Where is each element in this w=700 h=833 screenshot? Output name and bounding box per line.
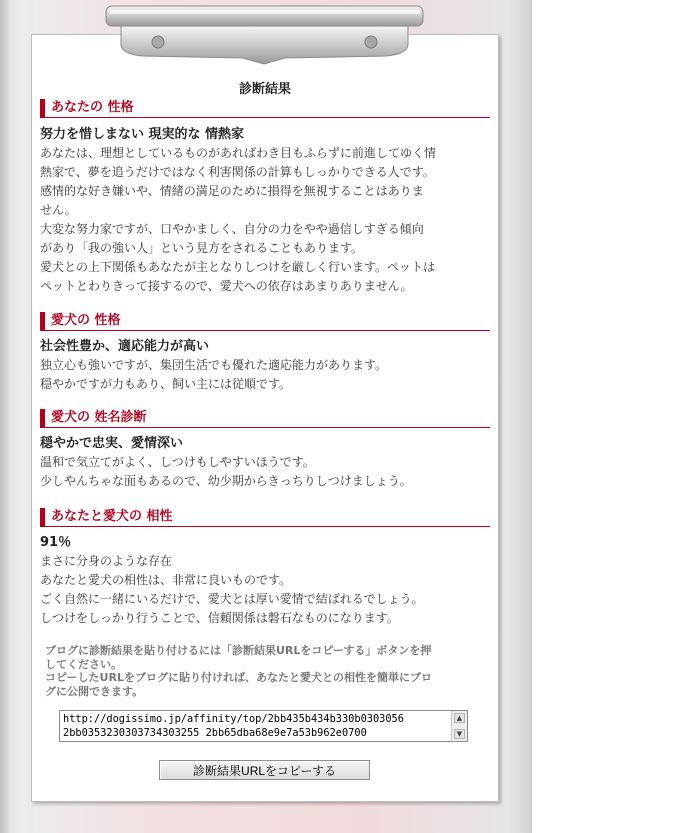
text-line: ペットとわりきって接するので、愛犬への依存はあまりありません。 bbox=[40, 279, 413, 293]
copy-result-url-button[interactable]: 診断結果URLをコピーする bbox=[159, 760, 370, 780]
section-lead: 社会性豊か、適応能力が高い bbox=[40, 339, 210, 354]
text-line: ごく自然に一緒にいるだけで、愛犬とは厚い愛情で結ばれるでしょう。 bbox=[40, 592, 424, 606]
note-line: してください。 bbox=[45, 657, 122, 671]
text-line: あなたと愛犬の相性は、非常に良いものです。 bbox=[40, 573, 292, 587]
note-line: コピーしたURLをブログに貼り付ければ、あなたと愛犬との相性を簡単にブロ bbox=[45, 671, 432, 684]
section-lead: 努力を惜しまない 現実的な 情熱家 bbox=[40, 127, 245, 142]
section-dog-personality bbox=[40, 337, 495, 394]
text-line: 穏やかですが力もあり、飼い主には従順です。 bbox=[40, 377, 292, 391]
blog-share-note bbox=[45, 644, 495, 698]
text-line: 愛犬との上下関係もあなたが主となりしつけを厳しく行います。ペットは bbox=[40, 260, 436, 274]
text-line: 感情的な好き嫌いや、情緒の満足のために損得を無視することはありま bbox=[40, 184, 424, 198]
result-url-text[interactable] bbox=[63, 712, 451, 740]
text-line: 温和で気立てがよく、しつけもしやすいほうです。 bbox=[40, 455, 315, 469]
text-line: 大変な努力家ですが、口やかましく、自分の力をやや過信しすぎる傾向 bbox=[40, 222, 424, 236]
section-heading-your-personality: あなたの 性格 bbox=[40, 99, 490, 118]
section-heading-compatibility: あなたと愛犬の 相性 bbox=[40, 508, 490, 527]
url-line: http://dogissimo.jp/affinity/top/2bb435b434b330b0303056 bbox=[63, 713, 404, 725]
text-line: あなたは、理想としているものがあればわき目もふらずに前進してゆく情 bbox=[40, 146, 437, 160]
text-line: 熱家で、夢を追うだけではなく利害関係の計算もしっかりできる人です。 bbox=[40, 165, 435, 179]
url-line: 2bb0353230303734303255 2bb65dba68e9e7a53b962e0700 bbox=[63, 727, 367, 739]
text-line: 少しやんちゃな面もあるので、幼少期からきっちりしつけましょう。 bbox=[40, 474, 412, 488]
compatibility-percent: 91％ bbox=[40, 535, 72, 550]
text-line: まさに分身のような存在 bbox=[40, 554, 173, 568]
text-line: せん。 bbox=[40, 203, 77, 217]
result-url-textarea[interactable] bbox=[59, 710, 468, 742]
section-your-personality bbox=[40, 125, 495, 296]
page-title: 診断結果 bbox=[238, 82, 291, 97]
scroll-up-icon[interactable]: ▲ bbox=[454, 713, 465, 723]
section-compatibility bbox=[40, 533, 495, 628]
section-heading-dog-name-diagnosis: 愛犬の 姓名診断 bbox=[40, 409, 490, 428]
text-line: 独立心も強いですが、集団生活でも優れた適応能力があります。 bbox=[40, 358, 388, 372]
clipboard-clip-icon bbox=[103, 4, 426, 66]
board-edge bbox=[0, 0, 12, 833]
section-dog-name-diagnosis bbox=[40, 434, 495, 491]
note-line: ブログに診断結果を貼り付けるには「診断結果URLをコピーする」ボタンを押 bbox=[45, 644, 432, 657]
section-heading-dog-personality: 愛犬の 性格 bbox=[40, 312, 490, 331]
note-line: グに公開できます。 bbox=[45, 684, 144, 698]
text-line: があり「我の強い人」という見方をされることもあります。 bbox=[40, 241, 364, 255]
text-line: しつけをしっかり行うことで、信頼関係は磐石なものになります。 bbox=[40, 611, 399, 625]
section-lead: 穏やかで忠実、愛情深い bbox=[40, 436, 184, 451]
textarea-scrollbar[interactable] bbox=[451, 711, 467, 741]
scroll-down-icon[interactable]: ▼ bbox=[454, 729, 465, 739]
